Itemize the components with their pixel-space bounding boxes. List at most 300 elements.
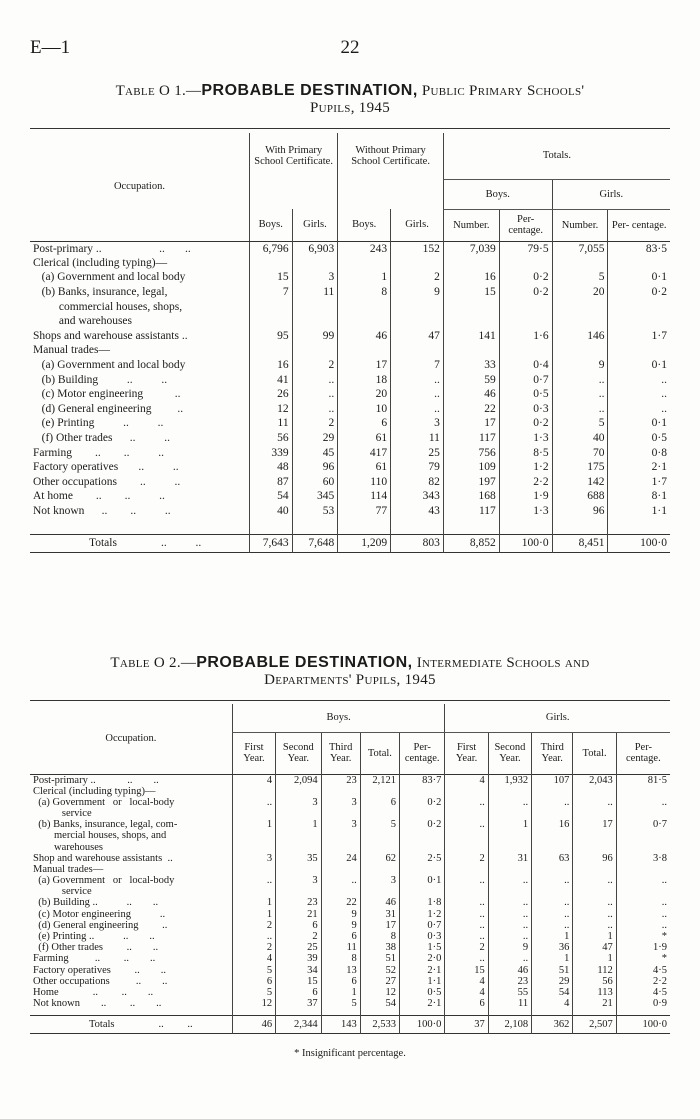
cell-value: 21 — [573, 998, 616, 1009]
cell-value: 79·5 — [499, 241, 552, 256]
row-label: commercial houses, shops, — [33, 300, 183, 313]
cell-value: 3 — [276, 797, 321, 808]
cell-value: 45 — [292, 445, 338, 460]
cell-value: 4·5 — [616, 987, 670, 998]
cell-value: 1 — [276, 819, 321, 830]
cell-value: 1 — [573, 953, 616, 964]
row-label: Post-primary .. .. .. — [33, 242, 191, 255]
table1-hdr-with-cert: With Primary School Certificate. — [249, 133, 337, 179]
cell-value: 11 — [488, 998, 531, 1009]
table2-hdr-occupation: Occupation. — [30, 704, 232, 774]
cell-value: 2 — [232, 942, 275, 953]
table1-caption-rest2: Pupils, 1945 — [309, 100, 390, 116]
cell-value: 142 — [552, 475, 608, 490]
table-row — [30, 942, 670, 953]
cell-value: 109 — [443, 460, 499, 475]
cell-value — [292, 299, 338, 314]
cell-value: 0·5 — [608, 431, 670, 446]
cell-value: 114 — [338, 489, 391, 504]
table1-header — [30, 133, 670, 241]
table-row — [30, 445, 670, 460]
cell-value: 9 — [321, 909, 360, 920]
cell-value: .. — [488, 931, 531, 942]
cell-value: 22 — [321, 897, 360, 908]
cell-value — [608, 299, 670, 314]
cell-value: 60 — [292, 475, 338, 490]
cell-value — [360, 841, 399, 852]
total-value: 8,852 — [443, 534, 499, 552]
cell-value: 15 — [276, 976, 321, 987]
cell-value: 48 — [249, 460, 292, 475]
totals-row — [30, 534, 670, 552]
cell-value: 5 — [552, 416, 608, 431]
cell-value: 20 — [338, 387, 391, 402]
cell-value: 47 — [573, 942, 616, 953]
cell-value: 12 — [232, 998, 275, 1009]
cell-value — [488, 864, 531, 875]
cell-value: 0·2 — [608, 285, 670, 300]
cell-value: 4 — [445, 976, 488, 987]
table1-hdr-percentage: Per- centage. — [499, 209, 552, 241]
cell-value — [276, 830, 321, 841]
cell-value: 8·5 — [499, 445, 552, 460]
table2-hdr-third-year: Third Year. — [532, 732, 573, 774]
cell-value — [608, 256, 670, 271]
table-row — [30, 416, 670, 431]
cell-value: 2·1 — [400, 998, 445, 1009]
cell-value: 1 — [488, 819, 531, 830]
cell-value — [249, 299, 292, 314]
cell-value: 1·7 — [608, 329, 670, 344]
cell-value — [573, 808, 616, 819]
table1-hdr-totals-boys: Boys. — [443, 179, 552, 209]
cell-value: 243 — [338, 241, 391, 256]
cell-value: 3 — [360, 875, 399, 886]
cell-value: 3 — [321, 797, 360, 808]
cell-value: 0·3 — [400, 931, 445, 942]
cell-value: .. — [488, 953, 531, 964]
cell-value: 61 — [338, 431, 391, 446]
cell-value: 15 — [249, 270, 292, 285]
table2-hdr-total: Total. — [573, 732, 616, 774]
table2-body — [30, 774, 670, 1009]
table-row — [30, 886, 670, 897]
cell-value — [443, 343, 499, 358]
cell-value: 9 — [321, 920, 360, 931]
table-row — [30, 819, 670, 830]
table1-hdr-girls: Girls. — [391, 209, 444, 241]
cell-value: 3·8 — [616, 853, 670, 864]
table2-caption-prefix: Table O 2.— — [110, 655, 197, 671]
cell-value: 417 — [338, 445, 391, 460]
cell-value — [488, 841, 531, 852]
table2-top-rule — [30, 700, 670, 701]
cell-value — [573, 864, 616, 875]
cell-value: 0·7 — [616, 819, 670, 830]
cell-value — [360, 808, 399, 819]
table-row — [30, 504, 670, 519]
row-label: and warehouses — [33, 315, 133, 328]
cell-value: 16 — [249, 358, 292, 373]
cell-value: 1·1 — [400, 976, 445, 987]
table-row — [30, 797, 670, 808]
table2-hdr-boys: Boys. — [232, 704, 445, 732]
cell-value: .. — [445, 931, 488, 942]
cell-value — [443, 314, 499, 329]
cell-value: 175 — [552, 460, 608, 475]
cell-value — [552, 299, 608, 314]
total-value: 7,643 — [249, 534, 292, 552]
cell-value: 2·5 — [400, 853, 445, 864]
cell-value: 168 — [443, 489, 499, 504]
cell-value: 1 — [232, 909, 275, 920]
row-label: mercial houses, shops, and — [33, 830, 167, 842]
page-number: 22 — [340, 37, 360, 58]
row-label: Not known .. .. .. — [33, 998, 162, 1010]
cell-value — [292, 314, 338, 329]
cell-value: 34 — [276, 965, 321, 976]
cell-value — [532, 808, 573, 819]
table-row — [30, 808, 670, 819]
cell-value: 2,043 — [573, 774, 616, 786]
cell-value — [338, 256, 391, 271]
cell-value: 24 — [321, 853, 360, 864]
cell-value: 0·1 — [608, 416, 670, 431]
cell-value: 2·0 — [400, 953, 445, 964]
total-value: 1,209 — [338, 534, 391, 552]
cell-value: 0·2 — [499, 270, 552, 285]
cell-value: 345 — [292, 489, 338, 504]
cell-value — [616, 841, 670, 852]
table-row — [30, 998, 670, 1009]
table1-body — [30, 241, 670, 518]
cell-value: 9 — [552, 358, 608, 373]
cell-value: .. — [321, 875, 360, 886]
cell-value: .. — [488, 920, 531, 931]
cell-value: 6,903 — [292, 241, 338, 256]
cell-value: 25 — [391, 445, 444, 460]
table-row — [30, 830, 670, 841]
table-row — [30, 953, 670, 964]
cell-value: 1 — [532, 931, 573, 942]
table2-total — [30, 1009, 670, 1033]
cell-value: 26 — [249, 387, 292, 402]
cell-value: 23 — [321, 774, 360, 786]
table2-hdr-percentage: Per- centage. — [616, 732, 670, 774]
row-label: (b) Building .. .. — [33, 373, 168, 386]
cell-value: 12 — [249, 402, 292, 417]
cell-value: .. — [391, 372, 444, 387]
cell-value — [573, 886, 616, 897]
cell-value: 339 — [249, 445, 292, 460]
cell-value: 99 — [292, 329, 338, 344]
cell-value: 23 — [488, 976, 531, 987]
cell-value: 6 — [360, 797, 399, 808]
table1-caption-rest1: Public Primary Schools' — [421, 83, 585, 99]
table2-hdr-second-year: Second Year. — [276, 732, 321, 774]
table1-caption-bold: PROBABLE DESTINATION, — [201, 82, 418, 99]
cell-value: 29 — [292, 431, 338, 446]
cell-value — [292, 343, 338, 358]
cell-value — [552, 256, 608, 271]
cell-value: .. — [608, 387, 670, 402]
cell-value — [321, 830, 360, 841]
total-value: 7,648 — [292, 534, 338, 552]
cell-value: 9 — [391, 285, 444, 300]
row-label: Clerical (including typing)— — [33, 256, 168, 269]
row-label: (c) Motor engineering .. — [33, 908, 166, 920]
cell-value — [276, 786, 321, 797]
table1-total — [30, 518, 670, 552]
cell-value — [276, 841, 321, 852]
cell-value: 0·5 — [499, 387, 552, 402]
total-value: 100·0 — [400, 1015, 445, 1033]
table-row — [30, 270, 670, 285]
cell-value: 343 — [391, 489, 444, 504]
row-label: Farming .. .. .. — [33, 953, 156, 965]
row-label: Manual trades— — [33, 863, 104, 875]
table2-hdr-percentage: Per- centage. — [400, 732, 445, 774]
cell-value — [276, 886, 321, 897]
cell-value: 0·1 — [608, 358, 670, 373]
row-label: (a) Government or local-body — [33, 875, 175, 887]
table1-hdr-number: Number. — [443, 209, 499, 241]
cell-value: 113 — [573, 987, 616, 998]
cell-value: 53 — [292, 504, 338, 519]
cell-value: .. — [391, 387, 444, 402]
cell-value: .. — [573, 797, 616, 808]
cell-value: 2 — [391, 270, 444, 285]
cell-value: 1 — [232, 897, 275, 908]
cell-value: .. — [573, 875, 616, 886]
cell-value: 3 — [391, 416, 444, 431]
row-label: Manual trades— — [33, 344, 110, 357]
cell-value: .. — [488, 797, 531, 808]
cell-value: 0·1 — [608, 270, 670, 285]
total-value: 8,451 — [552, 534, 608, 552]
cell-value: .. — [532, 897, 573, 908]
total-value: 46 — [232, 1015, 275, 1033]
cell-value: 2 — [232, 920, 275, 931]
cell-value — [232, 841, 275, 852]
cell-value: 83·7 — [400, 774, 445, 786]
cell-value: .. — [616, 920, 670, 931]
totals-leader-dots: .. .. — [158, 1018, 193, 1030]
table2-header — [30, 704, 670, 774]
table-row — [30, 358, 670, 373]
cell-value: 1·9 — [616, 942, 670, 953]
cell-value: 41 — [249, 372, 292, 387]
cell-value — [232, 786, 275, 797]
cell-value: .. — [616, 897, 670, 908]
cell-value: 11 — [292, 285, 338, 300]
cell-value — [249, 314, 292, 329]
cell-value: 7,055 — [552, 241, 608, 256]
cell-value: 0·2 — [499, 285, 552, 300]
cell-value: 110 — [338, 475, 391, 490]
row-label: Shops and warehouse assistants .. — [33, 329, 188, 342]
cell-value — [400, 886, 445, 897]
row-label: (f) Other trades .. .. — [33, 942, 159, 954]
cell-value — [321, 841, 360, 852]
cell-value: 25 — [276, 942, 321, 953]
cell-value: .. — [232, 931, 275, 942]
cell-value: 3 — [292, 270, 338, 285]
cell-value: 82 — [391, 475, 444, 490]
table-row — [30, 909, 670, 920]
cell-value: .. — [488, 875, 531, 886]
cell-value: .. — [552, 372, 608, 387]
cell-value: 15 — [443, 285, 499, 300]
table-row — [30, 920, 670, 931]
row-label: (b) Banks, insurance, legal, com- — [33, 819, 178, 831]
cell-value — [232, 864, 275, 875]
cell-value: 17 — [338, 358, 391, 373]
row-label: Clerical (including typing)— — [33, 785, 156, 797]
cell-value: 6 — [445, 998, 488, 1009]
cell-value — [488, 830, 531, 841]
cell-value: * — [616, 931, 670, 942]
table-row — [30, 460, 670, 475]
cell-value: 1·3 — [499, 431, 552, 446]
section-code: E—1 — [30, 37, 71, 58]
table2-caption — [30, 654, 670, 689]
cell-value: 7,039 — [443, 241, 499, 256]
cell-value: 0·2 — [400, 797, 445, 808]
cell-value: 2·1 — [608, 460, 670, 475]
cell-value — [552, 343, 608, 358]
cell-value: 83·5 — [608, 241, 670, 256]
cell-value: 0·8 — [608, 445, 670, 460]
cell-value — [616, 786, 670, 797]
cell-value — [391, 299, 444, 314]
table-row — [30, 864, 670, 875]
cell-value: 6 — [321, 931, 360, 942]
cell-value: 7 — [249, 285, 292, 300]
cell-value: 70 — [552, 445, 608, 460]
cell-value: 1 — [232, 819, 275, 830]
cell-value: 11 — [321, 942, 360, 953]
cell-value: .. — [573, 920, 616, 931]
cell-value: .. — [292, 387, 338, 402]
cell-value — [488, 886, 531, 897]
cell-value: .. — [608, 402, 670, 417]
cell-value — [360, 864, 399, 875]
cell-value — [232, 886, 275, 897]
row-label: (d) General engineering .. — [33, 919, 168, 931]
cell-value: 756 — [443, 445, 499, 460]
table-row — [30, 774, 670, 786]
cell-value: 688 — [552, 489, 608, 504]
cell-value: .. — [616, 797, 670, 808]
cell-value — [608, 343, 670, 358]
totals-label-text: Totals — [89, 537, 117, 550]
cell-value: 6 — [276, 987, 321, 998]
cell-value — [249, 343, 292, 358]
cell-value: .. — [445, 875, 488, 886]
table1-hdr-boys: Boys. — [338, 209, 391, 241]
cell-value: 18 — [338, 372, 391, 387]
cell-value: .. — [573, 909, 616, 920]
cell-value: 46 — [443, 387, 499, 402]
total-value: 2,533 — [360, 1015, 399, 1033]
cell-value: 46 — [360, 897, 399, 908]
table-row — [30, 241, 670, 256]
table-row — [30, 841, 670, 852]
cell-value: 1 — [573, 931, 616, 942]
cell-value: 51 — [532, 965, 573, 976]
cell-value — [338, 343, 391, 358]
cell-value: .. — [532, 875, 573, 886]
cell-value: 54 — [249, 489, 292, 504]
cell-value: 8·1 — [608, 489, 670, 504]
cell-value: 77 — [338, 504, 391, 519]
cell-value: 12 — [360, 987, 399, 998]
table-row — [30, 897, 670, 908]
cell-value: .. — [445, 819, 488, 830]
table2-caption-rest2: Departments' Pupils, 1945 — [264, 672, 436, 688]
cell-value: 17 — [443, 416, 499, 431]
cell-value: 4·5 — [616, 965, 670, 976]
cell-value — [532, 841, 573, 852]
cell-value: .. — [445, 953, 488, 964]
cell-value: 0·2 — [499, 416, 552, 431]
cell-value: 2 — [276, 931, 321, 942]
table2-hdr-first-year: First Year. — [445, 732, 488, 774]
cell-value: 52 — [360, 965, 399, 976]
cell-value: 39 — [276, 953, 321, 964]
cell-value: 0·2 — [400, 819, 445, 830]
table-row — [30, 489, 670, 504]
row-label: Factory operatives .. .. — [33, 461, 179, 474]
cell-value — [573, 786, 616, 797]
row-label: warehouses — [33, 841, 103, 853]
cell-value: 0·1 — [400, 875, 445, 886]
totals-leader-dots: .. .. — [160, 537, 202, 550]
cell-value — [445, 886, 488, 897]
cell-value — [445, 830, 488, 841]
table-row — [30, 372, 670, 387]
cell-value: 61 — [338, 460, 391, 475]
footnote: * Insignificant percentage. — [294, 1048, 406, 1059]
cell-value — [249, 256, 292, 271]
cell-value: .. — [488, 897, 531, 908]
table-row — [30, 853, 670, 864]
table-row — [30, 976, 670, 987]
table-row — [30, 431, 670, 446]
cell-value — [608, 314, 670, 329]
cell-value — [488, 808, 531, 819]
cell-value: .. — [445, 897, 488, 908]
total-value: 100·0 — [608, 534, 670, 552]
totals-label — [30, 534, 249, 552]
table-row — [30, 285, 670, 300]
total-value: 803 — [391, 534, 444, 552]
cell-value: 141 — [443, 329, 499, 344]
cell-value — [445, 841, 488, 852]
cell-value: 1·7 — [608, 475, 670, 490]
row-label: At home .. .. .. — [33, 490, 165, 503]
cell-value: .. — [616, 909, 670, 920]
cell-value: 11 — [391, 431, 444, 446]
cell-value: 1·8 — [400, 897, 445, 908]
cell-value: 5 — [552, 270, 608, 285]
cell-value — [400, 841, 445, 852]
cell-value: 96 — [292, 460, 338, 475]
cell-value: .. — [552, 402, 608, 417]
cell-value: 23 — [276, 897, 321, 908]
table1-hdr-totals: Totals. — [443, 133, 670, 179]
